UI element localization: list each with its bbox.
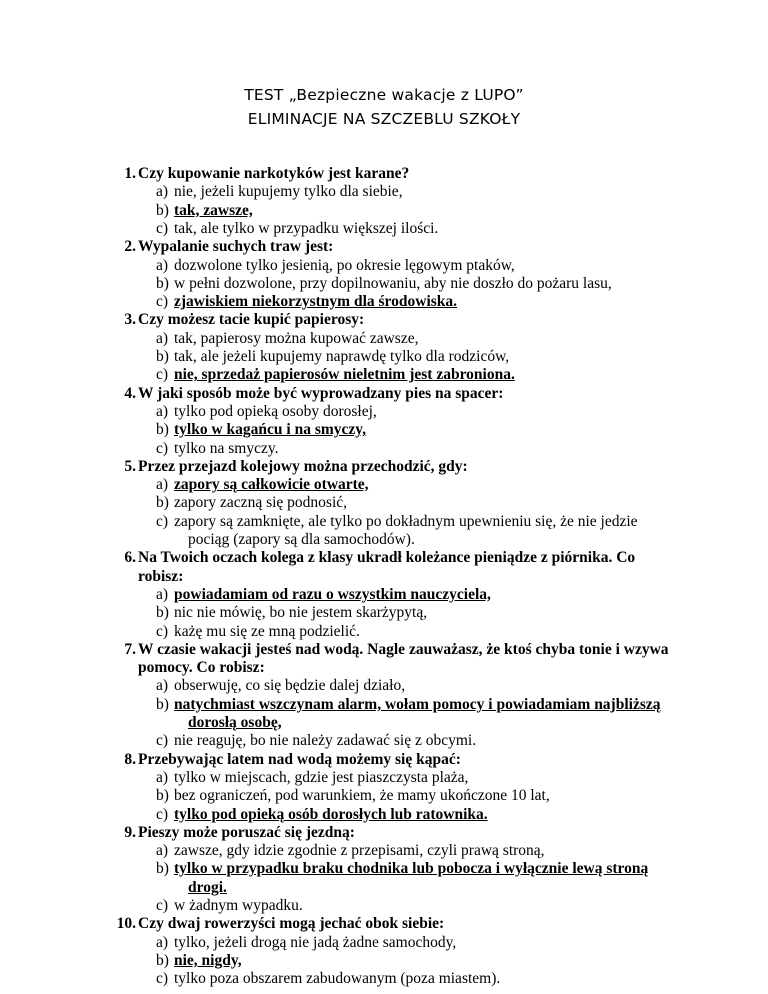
- question-text: Czy dwaj rowerzyści mogą jechać obok siebie:: [138, 915, 445, 933]
- correct-answer-text: dorosłą osobę,: [188, 714, 282, 731]
- answer-letter: c): [156, 622, 169, 640]
- question-number: 1.: [124, 165, 136, 182]
- question-text: Pieszy może poruszać się jezdną:: [138, 823, 355, 841]
- answer-text: bez ograniczeń, pod warunkiem, że mamy ukończone 10 lat,: [174, 787, 550, 805]
- answer-text: zapory są zamknięte, ale tylko po dokładnym upewnieniu się, że nie jedzie: [174, 512, 638, 530]
- question-text: W czasie wakacji jesteś nad wodą. Nagle zauważasz, że ktoś chyba tonie i wzywa: [138, 640, 669, 658]
- answer-letter: a): [156, 768, 169, 786]
- question-text: W jaki sposób może być wyprowadzany pies na spacer:: [138, 384, 504, 402]
- correct-answer-text: drogi.: [188, 878, 227, 896]
- correct-answer-text: nie, nigdy,: [174, 951, 242, 969]
- answer-text: zawsze, gdy idzie zgodnie z przepisami, czyli prawą stroną,: [174, 842, 545, 860]
- question-number: 10.: [116, 915, 136, 933]
- question-number: 8.: [124, 750, 136, 768]
- question-text: Wypalanie suchych traw jest:: [138, 238, 334, 256]
- question-text: Czy kupowanie narkotyków jest karane?: [138, 165, 410, 182]
- answer-letter: b): [156, 348, 169, 365]
- question-number: 5.: [124, 457, 136, 475]
- test-subtitle: ELIMINACJE NA SZCZEBLU SZKOŁY: [247, 110, 521, 128]
- answer-letter: c): [156, 512, 169, 530]
- answer-text: nic nie mówię, bo nie jestem skarżypytą,: [174, 604, 428, 622]
- question-text: Przez przejazd kolejowy można przechodzić, gdy:: [138, 457, 468, 475]
- answer-text: w żadnym wypadku.: [174, 897, 303, 914]
- answer-text: tylko w miejscach, gdzie jest piaszczysta plaża,: [174, 768, 469, 786]
- answer-letter: c): [156, 897, 169, 914]
- answer-letter: a): [156, 402, 169, 420]
- answer-letter: c): [156, 439, 169, 457]
- question-text: Przebywając latem nad wodą możemy się kąpać:: [138, 750, 461, 768]
- answer-text: w pełni dozwolone, przy dopilnowaniu, aby nie doszło do pożaru lasu,: [174, 274, 612, 292]
- question-text: robisz:: [138, 567, 184, 585]
- question-number: 3.: [124, 311, 136, 329]
- answer-letter: c): [156, 732, 169, 750]
- answer-text: tylko na smyczy.: [174, 439, 279, 457]
- correct-answer-text: zapory są całkowicie otwarte,: [174, 476, 369, 494]
- answer-letter: b): [156, 695, 169, 713]
- question-number: 7.: [124, 640, 136, 658]
- answer-letter: a): [156, 183, 169, 201]
- correct-answer-text: tylko w kagańcu i na smyczy,: [174, 421, 367, 439]
- answer-letter: a): [156, 842, 169, 860]
- correct-answer-text: zjawiskiem niekorzystnym dla środowiska.: [174, 293, 458, 311]
- question-number: 2.: [124, 238, 136, 256]
- answer-letter: b): [156, 860, 169, 878]
- answer-letter: c): [156, 805, 169, 823]
- answer-letter: b): [156, 421, 169, 439]
- answer-text: tak, ale tylko w przypadku większej ilości.: [174, 219, 439, 237]
- answer-letter: c): [156, 219, 169, 237]
- answer-letter: a): [156, 677, 169, 695]
- answer-text: tak, ale jeżeli kupujemy naprawdę tylko dla rodziców,: [174, 348, 510, 365]
- answer-text: dozwolone tylko jesienią, po okresie lęgowym ptaków,: [174, 256, 515, 274]
- answer-letter: a): [156, 256, 169, 274]
- answer-text: zapory zaczną się podnosić,: [174, 494, 348, 512]
- correct-answer-text: natychmiast wszczynam alarm, wołam pomocy i powiadamiam najbliższą: [174, 695, 661, 713]
- answer-letter: a): [156, 933, 169, 951]
- answer-letter: c): [156, 970, 169, 988]
- correct-answer-text: tylko w przypadku braku chodnika lub pobocza i wyłącznie lewą stroną: [174, 860, 649, 878]
- test-title: TEST „Bezpieczne wakacje z LUPO”: [244, 86, 524, 104]
- correct-answer-text: tak, zawsze,: [174, 201, 253, 219]
- answer-letter: a): [156, 476, 169, 494]
- answer-text: tylko pod opieką osoby dorosłej,: [174, 402, 377, 420]
- question-number: 9.: [124, 823, 136, 841]
- question-text: Czy możesz tacie kupić papierosy:: [138, 311, 365, 329]
- answer-letter: b): [156, 274, 169, 292]
- answer-letter: a): [156, 329, 169, 347]
- answer-letter: c): [156, 366, 169, 384]
- answer-letter: a): [156, 585, 169, 603]
- question-text: pomocy. Co robisz:: [138, 659, 265, 677]
- answer-letter: b): [156, 951, 169, 969]
- answer-text: obserwuję, co się będzie dalej działo,: [174, 677, 406, 695]
- correct-answer-text: tylko pod opieką osób dorosłych lub ratownika.: [174, 805, 488, 823]
- answer-text: pociąg (zapory są dla samochodów).: [188, 531, 415, 548]
- answer-text: tylko, jeżeli drogą nie jadą żadne samochody,: [174, 933, 457, 951]
- question-number: 6.: [124, 549, 136, 567]
- correct-answer-text: powiadamiam od razu o wszystkim nauczyciela,: [174, 585, 491, 603]
- answer-text: nie reaguję, bo nie należy zadawać się z obcymi.: [174, 732, 477, 750]
- answer-text: tak, papierosy można kupować zawsze,: [174, 329, 419, 347]
- answer-letter: b): [156, 494, 169, 512]
- question-text: Na Twoich oczach kolega z klasy ukradł koleżance pieniądze z piórnika. Co: [138, 549, 636, 567]
- correct-answer-text: nie, sprzedaż papierosów nieletnim jest zabroniona.: [174, 366, 515, 384]
- answer-letter: b): [156, 201, 169, 219]
- answer-text: tylko poza obszarem zabudowanym (poza miastem).: [174, 970, 501, 988]
- answer-letter: c): [156, 293, 169, 311]
- answer-letter: b): [156, 604, 169, 622]
- answer-text: nie, jeżeli kupujemy tylko dla siebie,: [174, 183, 403, 201]
- question-number: 4.: [124, 384, 136, 402]
- answer-letter: b): [156, 787, 169, 805]
- answer-text: każę mu się ze mną podzielić.: [174, 622, 360, 640]
